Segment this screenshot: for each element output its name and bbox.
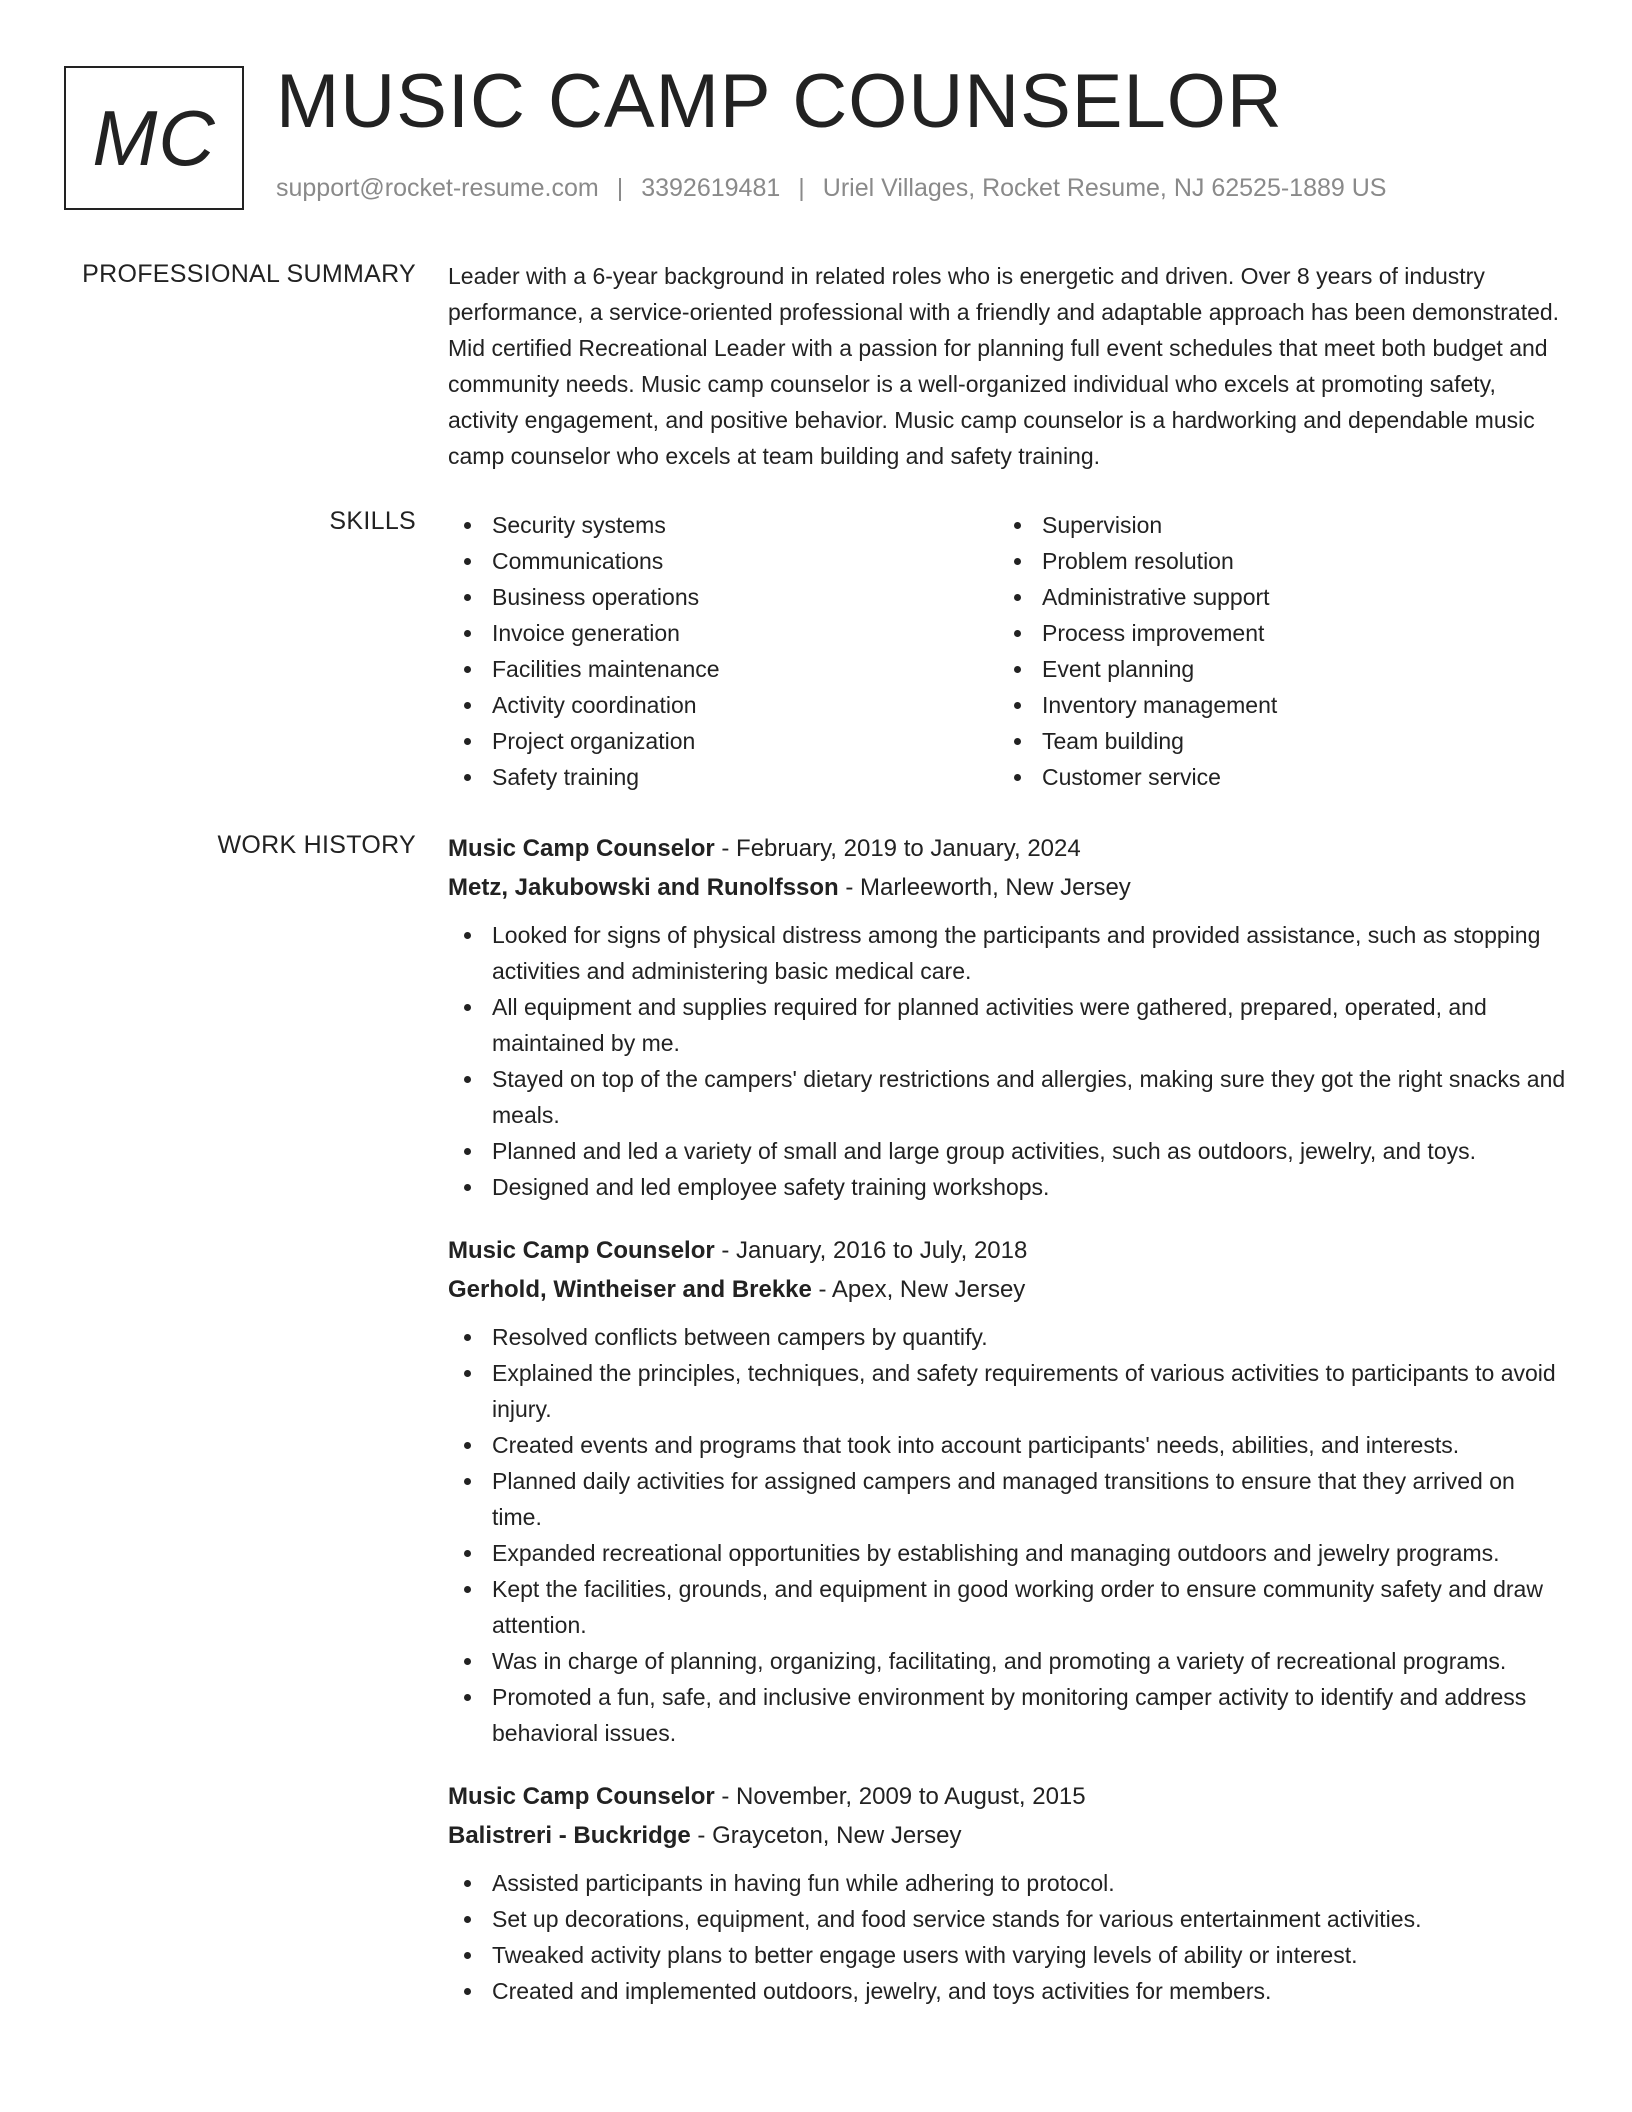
job-company: Balistreri - Buckridge <box>448 1822 691 1849</box>
job-duty-item: Created and implemented outdoors, jewelry, and toys activities for members. <box>448 1973 1568 2009</box>
summary-text: Leader with a 6-year background in related roles who is energetic and driven. Over 8 years of industry performance, a service-oriented professional with a friendly and adaptable approach has been demonstrated. Mid certified Recreational Leader with a passion for planning full event schedules that meet both budget and community needs. Music camp counselor is a well-organized individual who excels at promoting safety, activity engagement, and positive behavior. Music camp counselor is a hardworking and dependable music camp counselor who excels at team building and safety training. <box>448 263 1560 469</box>
job-title: Music Camp Counselor <box>448 835 715 862</box>
job-duty-item: Planned daily activities for assigned campers and managed transitions to ensure that they arrived on time. <box>448 1463 1568 1535</box>
job-duty-item: Expanded recreational opportunities by establishing and managing outdoors and jewelry programs. <box>448 1535 1568 1571</box>
job-dates: - January, 2016 to July, 2018 <box>714 1237 1028 1264</box>
skill-item: Problem resolution <box>998 543 1548 579</box>
job-duty-item: Set up decorations, equipment, and food service stands for various entertainment activities. <box>448 1901 1568 1937</box>
summary-heading: PROFESSIONAL SUMMARY <box>82 260 416 288</box>
job-location: - Marleeworth, New Jersey <box>838 874 1131 901</box>
work-body <box>448 829 1568 2035</box>
job-duty-item: Assisted participants in having fun while adhering to protocol. <box>448 1865 1568 1901</box>
job-title: Music Camp Counselor <box>448 1783 715 1810</box>
job-duties-list <box>448 1865 1568 2009</box>
job-company: Gerhold, Wintheiser and Brekke <box>448 1276 812 1303</box>
summary-body <box>448 258 1568 474</box>
job-location: - Grayceton, New Jersey <box>690 1822 962 1849</box>
job-duty-item: All equipment and supplies required for planned activities were gathered, prepared, operated, and maintained by me. <box>448 989 1568 1061</box>
job-duties-list <box>448 917 1568 1205</box>
skill-item: Project organization <box>448 723 998 759</box>
skill-item: Safety training <box>448 759 998 795</box>
skill-item: Facilities maintenance <box>448 651 998 687</box>
skill-item: Administrative support <box>998 579 1548 615</box>
job-title: Music Camp Counselor <box>448 1237 715 1264</box>
contact-email: support@rocket-resume.com <box>276 174 599 202</box>
job-entry <box>448 1777 1568 2009</box>
job-duty-item: Resolved conflicts between campers by quantify. <box>448 1319 1568 1355</box>
skill-item: Security systems <box>448 507 998 543</box>
job-duty-item: Explained the principles, techniques, and safety requirements of various activities to participants to avoid injury. <box>448 1355 1568 1427</box>
job-duty-item: Was in charge of planning, organizing, facilitating, and promoting a variety of recreational programs. <box>448 1643 1568 1679</box>
monogram-initials: MC <box>92 93 216 182</box>
job-title-line <box>448 1777 1568 1816</box>
job-duty-item: Kept the facilities, grounds, and equipment in good working order to ensure community safety and draw attention. <box>448 1571 1568 1643</box>
skills-grid <box>448 507 1568 795</box>
job-location: - Apex, New Jersey <box>811 1276 1026 1303</box>
job-duty-item: Designed and led employee safety training workshops. <box>448 1169 1568 1205</box>
candidate-name: MUSIC CAMP COUNSELOR <box>276 59 1283 144</box>
skill-item: Event planning <box>998 651 1548 687</box>
contact-separator: | <box>798 174 805 202</box>
job-duty-item: Stayed on top of the campers' dietary restrictions and allergies, making sure they got the right snacks and meals. <box>448 1061 1568 1133</box>
job-duty-item: Planned and led a variety of small and large group activities, such as outdoors, jewelry, and toys. <box>448 1133 1568 1169</box>
job-entry <box>448 829 1568 1205</box>
job-dates: - February, 2019 to January, 2024 <box>714 835 1081 862</box>
skill-item: Business operations <box>448 579 998 615</box>
job-company-line <box>448 868 1568 907</box>
job-entry <box>448 1231 1568 1751</box>
contact-separator: | <box>616 174 624 202</box>
job-duty-item: Promoted a fun, safe, and inclusive environment by monitoring camper activity to identify and address behavioral issues. <box>448 1679 1568 1751</box>
job-title-line <box>448 1231 1568 1270</box>
skills-body <box>448 507 1568 795</box>
contact-address: Uriel Villages, Rocket Resume, NJ 62525-1889 US <box>822 174 1387 202</box>
skill-item: Invoice generation <box>448 615 998 651</box>
work-heading: WORK HISTORY <box>217 831 416 859</box>
skill-item: Inventory management <box>998 687 1548 723</box>
job-company-line <box>448 1816 1568 1855</box>
skill-item: Process improvement <box>998 615 1548 651</box>
contact-phone: 3392619481 <box>641 174 781 202</box>
skill-item: Customer service <box>998 759 1548 795</box>
job-duties-list <box>448 1319 1568 1751</box>
job-company-line <box>448 1270 1568 1309</box>
skill-item: Activity coordination <box>448 687 998 723</box>
job-duty-item: Tweaked activity plans to better engage users with varying levels of ability or interest. <box>448 1937 1568 1973</box>
skill-item: Team building <box>998 723 1548 759</box>
job-duty-item: Looked for signs of physical distress among the participants and provided assistance, such as stopping activities and administering basic medical care. <box>448 917 1568 989</box>
job-title-line <box>448 829 1568 868</box>
monogram-box <box>64 66 244 210</box>
job-company: Metz, Jakubowski and Runolfsson <box>448 874 839 901</box>
skills-list-left <box>448 507 998 795</box>
skills-list-right <box>998 507 1548 795</box>
skill-item: Supervision <box>998 507 1548 543</box>
job-duty-item: Created events and programs that took into account participants' needs, abilities, and interests. <box>448 1427 1568 1463</box>
job-dates: - November, 2009 to August, 2015 <box>714 1783 1086 1810</box>
skill-item: Communications <box>448 543 998 579</box>
contact-line <box>276 174 1386 203</box>
skills-heading: SKILLS <box>329 507 416 535</box>
